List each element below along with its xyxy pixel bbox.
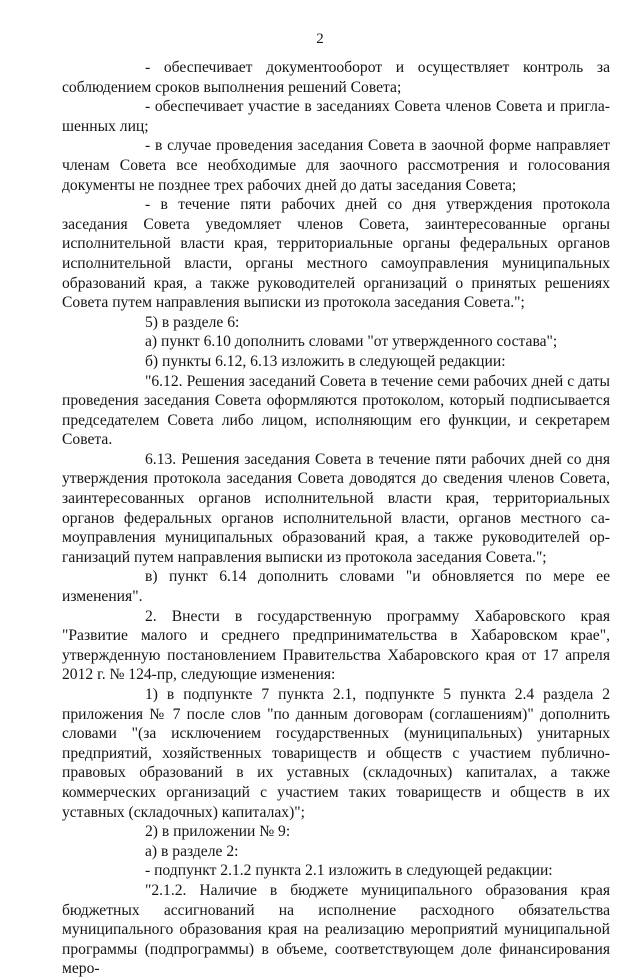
paragraph: а) в разделе 2: bbox=[145, 842, 239, 860]
paragraph: "2.1.2. Наличие в бюджете муниципального образования края бюджетных ассигнований на исполнение расходного обязательства муниципального образования края на реализацию мероприятий муниципальной программы (подпрограммы) в объеме, соответствующем доле финансирования меро- bbox=[62, 881, 610, 978]
paragraph: - обеспечивает документооборот и осуществляет контроль за соблюдением сроков выполнения решений Совета; bbox=[62, 59, 610, 96]
page-number: 2 bbox=[316, 31, 324, 47]
paragraph: 2. Внести в государственную программу Хабаровского края "Развитие малого и среднего предпринимательства в Хабаровском крае", утвержденную постановлением Правительства Хабаровского края от 17 апреля 2012 г. № 124-пр, следующие изменения: bbox=[62, 607, 610, 684]
paragraph: - подпункт 2.1.2 пункта 2.1 изложить в следующей редакции: bbox=[145, 862, 553, 880]
paragraph: а) пункт 6.10 дополнить словами "от утвержденного состава"; bbox=[145, 333, 558, 351]
paragraph: - в случае проведения заседания Совета в заочной форме направляет членам Совета все необходимые для заочного рассмотрения и голосования документы не позднее трех рабочих дней до даты заседания Совета; bbox=[62, 137, 610, 194]
paragraph: 2) в приложении № 9: bbox=[145, 823, 291, 841]
document-body bbox=[62, 58, 610, 979]
paragraph: 6.13. Решения заседания Совета в течение пяти рабочих дней со дня утверждения протокола заседания Совета доводятся до сведения членов Совета, заинтересованных органов исполнительной власти края, территориальных органов федеральных органов исполнительной власти, органов местного самоуправления муниципальных образований края, а также руководителей организаций путем направления выписки из протокола заседания Совета."; bbox=[62, 450, 610, 566]
paragraph: - в течение пяти рабочих дней со дня утверждения протокола заседания Совета уведомляет членов Совета, заинтересованные органы исполнительной власти края, территориальные органы федеральных органов исполнительной власти, органы местного самоуправления муниципальных образований края, а также руководителей организаций о принятых решениях Совета путем направления выписки из протокола заседания Совета."; bbox=[62, 196, 610, 312]
paragraph: - обеспечивает участие в заседаниях Совета членов Совета и приглашенных лиц; bbox=[62, 98, 610, 135]
paragraph: в) пункт 6.14 дополнить словами "и обновляется по мере ее изменения". bbox=[62, 568, 610, 606]
paragraph: 5) в разделе 6: bbox=[145, 313, 240, 331]
paragraph: "6.12. Решения заседаний Совета в течение семи рабочих дней с даты проведения заседания Совета оформляются протоколом, который подписывается председателем Совета либо лицом, исполняющим его функции, и секретарем Совета. bbox=[62, 372, 610, 449]
paragraph: 1) в подпункте 7 пункта 2.1, подпункте 5 пункта 2.4 раздела 2 приложения № 7 после слов "по данным договорам (соглашениям)" дополнить словами "(за исключением государственных (муниципальных) унитарных предприятий, хозяйственных товариществ и обществ с участием публично-правовых образований в их уставных (складочных) капиталах, а также коммерческих организаций с участием таких товариществ и обществ в их уставных (складочных) капиталах)"; bbox=[62, 686, 610, 821]
paragraph: б) пункты 6.12, 6.13 изложить в следующей редакции: bbox=[145, 352, 506, 370]
